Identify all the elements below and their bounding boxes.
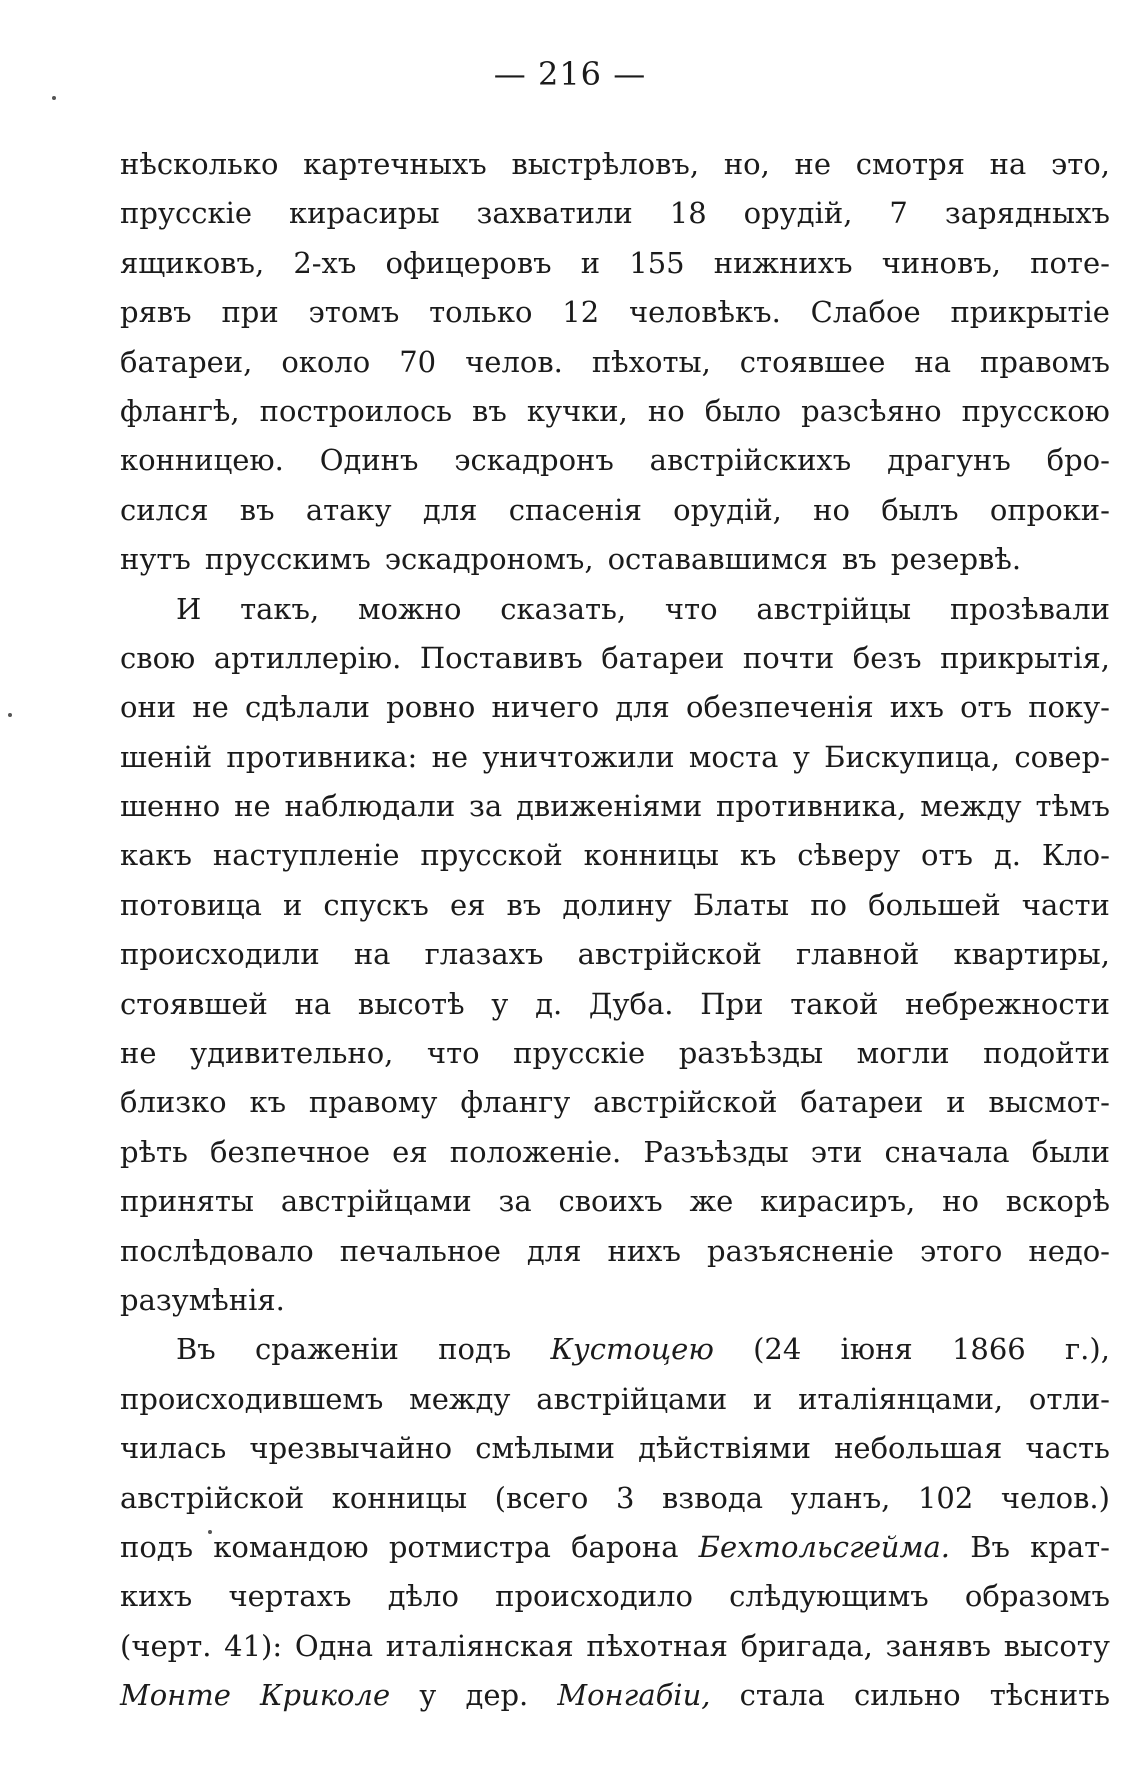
word: высмот- xyxy=(988,1085,1110,1120)
word: приняты xyxy=(120,1184,254,1219)
word: части xyxy=(1021,887,1110,922)
text-line xyxy=(120,1424,1110,1473)
word: резервѣ. xyxy=(890,542,1022,577)
word: потовица xyxy=(120,887,262,922)
word: почти xyxy=(742,640,835,675)
word: Поставивъ xyxy=(419,640,583,675)
word: не xyxy=(120,1036,157,1071)
word: челов.) xyxy=(1000,1480,1110,1515)
word: у xyxy=(419,1678,437,1713)
text-line xyxy=(120,930,1110,979)
word: долину xyxy=(562,887,672,922)
word: Кустоцею xyxy=(550,1332,714,1367)
word: сдѣлали xyxy=(244,690,370,725)
text-line xyxy=(120,486,1110,535)
word: ротмистра xyxy=(388,1529,551,1564)
word: на xyxy=(989,147,1027,181)
word: своихъ xyxy=(558,1184,663,1219)
text-line xyxy=(120,189,1110,238)
word: сился xyxy=(120,492,209,527)
word: отли- xyxy=(1028,1381,1110,1416)
text-line xyxy=(120,338,1110,387)
word: для xyxy=(422,492,478,527)
word: атаку xyxy=(305,492,392,527)
word: шенно xyxy=(120,789,221,824)
word: орудій, xyxy=(673,492,782,527)
word: командою xyxy=(213,1529,369,1564)
word: опроки- xyxy=(989,492,1110,527)
word: отъ xyxy=(960,690,1013,725)
word: спускъ xyxy=(323,887,429,922)
word: смѣлыми xyxy=(475,1431,615,1466)
word: глазахъ xyxy=(424,937,544,972)
text-line xyxy=(120,1177,1110,1226)
word: ея xyxy=(392,1134,428,1169)
word: могли xyxy=(856,1036,950,1071)
word: квартиры, xyxy=(953,937,1110,972)
word: Одинъ xyxy=(319,443,419,478)
word: къ xyxy=(739,838,777,873)
text-line xyxy=(120,1276,1110,1325)
word: но, xyxy=(723,147,770,181)
word: и xyxy=(282,887,303,922)
word: не xyxy=(794,147,832,181)
word: 18 xyxy=(669,196,707,231)
word: остававшимся xyxy=(607,542,828,577)
word: 12 xyxy=(562,295,600,330)
word: человѣкъ. xyxy=(629,295,781,330)
word: бригада, xyxy=(740,1628,873,1663)
word: захватили xyxy=(476,196,633,231)
word: къ xyxy=(249,1085,287,1120)
word: происходившемъ xyxy=(120,1381,384,1416)
text-line xyxy=(120,1474,1110,1523)
word: дер. xyxy=(465,1678,529,1713)
print-speck xyxy=(208,1530,212,1534)
word: въ xyxy=(841,542,877,577)
word: чилась xyxy=(120,1431,227,1466)
word: этомъ xyxy=(308,295,400,330)
text-line xyxy=(120,1622,1110,1671)
word: сначала xyxy=(884,1134,1010,1169)
word: конницы xyxy=(583,838,719,873)
word: шеній xyxy=(120,739,213,774)
word: высоту xyxy=(1003,1628,1110,1663)
word: высотѣ xyxy=(357,986,465,1021)
text-line xyxy=(120,239,1110,288)
word: небольшая xyxy=(834,1431,1003,1466)
word: челов. xyxy=(465,344,563,379)
word: д. xyxy=(993,838,1021,873)
word: сказать, xyxy=(500,591,627,626)
word: батареи xyxy=(601,640,725,675)
word: кихъ xyxy=(120,1579,193,1614)
word: дѣйствіями xyxy=(638,1431,811,1466)
word: кирасиры xyxy=(289,196,440,231)
word: чертахъ xyxy=(228,1579,352,1614)
word: прозѣвали xyxy=(949,591,1110,626)
word: чиновъ, xyxy=(881,245,1001,280)
word: австрійской xyxy=(577,937,762,972)
word: (всего xyxy=(494,1480,589,1515)
text-line xyxy=(120,634,1110,683)
word: печальное xyxy=(339,1233,501,1268)
word: поку- xyxy=(1028,690,1110,725)
word: ихъ xyxy=(889,690,944,725)
word: прикрытіе xyxy=(950,295,1110,330)
text-line xyxy=(120,1671,1110,1720)
word: нѣсколько xyxy=(120,147,279,181)
word: между xyxy=(920,789,1022,824)
word: на xyxy=(353,937,391,972)
word: было xyxy=(704,393,782,428)
word: пѣхоты, xyxy=(591,344,711,379)
word: разсѣяно xyxy=(801,393,942,428)
word: отъ xyxy=(921,838,973,873)
word: для xyxy=(526,1233,582,1268)
word: прусской xyxy=(420,838,563,873)
word: правомъ xyxy=(980,344,1110,379)
word: разъѣзды xyxy=(678,1036,824,1071)
word: прусскою xyxy=(961,393,1110,428)
word: Бехтольсгейма. xyxy=(698,1529,951,1564)
word: у xyxy=(491,986,509,1021)
word: италіянская xyxy=(385,1628,574,1663)
text-line xyxy=(120,288,1110,337)
word: прикрытія, xyxy=(940,640,1110,675)
word: прусскимъ xyxy=(204,542,371,577)
word: но xyxy=(942,1184,979,1219)
word: они xyxy=(120,690,177,725)
word: зарядныхъ xyxy=(944,196,1110,231)
text-line xyxy=(120,1029,1110,1078)
word: не xyxy=(234,789,271,824)
text-line xyxy=(120,1325,1110,1374)
word: противника: xyxy=(226,739,418,774)
word: въ xyxy=(239,492,275,527)
word: стала xyxy=(739,1678,825,1713)
word: на xyxy=(914,344,952,379)
word: ящиковъ, xyxy=(120,245,265,280)
word: что xyxy=(664,591,718,626)
word: Криколе xyxy=(260,1678,391,1713)
text-line xyxy=(120,585,1110,634)
word: Бискупица, xyxy=(824,739,1001,774)
word: дѣло xyxy=(387,1579,459,1614)
word: послѣдовало xyxy=(120,1233,314,1268)
word: были xyxy=(1031,1134,1110,1169)
word: разъясненіе xyxy=(707,1233,894,1268)
word: подъ xyxy=(438,1332,512,1367)
word: безпечное xyxy=(210,1134,371,1169)
word: у xyxy=(792,739,810,774)
word: за xyxy=(469,789,503,824)
word: выстрѣловъ, xyxy=(511,147,700,181)
word: происходили xyxy=(120,937,320,972)
word: и xyxy=(946,1085,966,1120)
text-line xyxy=(120,1523,1110,1572)
text-line xyxy=(120,1227,1110,1276)
word: Одна xyxy=(294,1628,374,1663)
word: батареи, xyxy=(120,344,253,379)
word: (черт. xyxy=(120,1628,212,1663)
word: не xyxy=(192,690,229,725)
word: происходило xyxy=(495,1579,693,1614)
word: въ xyxy=(506,887,542,922)
word: 102 xyxy=(917,1480,974,1515)
word: же xyxy=(689,1184,734,1219)
word: этого xyxy=(919,1233,1003,1268)
word: построилось xyxy=(259,393,452,428)
word: 2-хъ xyxy=(293,245,357,280)
text-line xyxy=(120,140,1110,189)
word: для xyxy=(615,690,670,725)
word: удивительно, xyxy=(190,1036,394,1071)
word: Монгабіи, xyxy=(557,1678,711,1713)
word: такъ, xyxy=(240,591,320,626)
word: крат- xyxy=(1030,1529,1110,1564)
text-line xyxy=(120,436,1110,485)
text-line xyxy=(120,535,1110,584)
word: сѣверу xyxy=(797,838,901,873)
text-line xyxy=(120,683,1110,732)
word: австрійцы xyxy=(756,591,912,626)
word: слѣдующимъ xyxy=(729,1579,929,1614)
word: австрійской xyxy=(593,1085,778,1120)
text-line xyxy=(120,387,1110,436)
word: не xyxy=(431,739,469,774)
word: сильно xyxy=(854,1678,961,1713)
word: рѣть xyxy=(120,1134,188,1169)
word: но xyxy=(647,393,685,428)
word: уничтожили xyxy=(482,739,675,774)
word: конницею. xyxy=(120,443,284,478)
word: 7 xyxy=(889,196,908,231)
word: Блаты xyxy=(692,887,790,922)
word: 155 xyxy=(629,245,685,280)
word: стоявшее xyxy=(739,344,886,379)
word: что xyxy=(426,1036,480,1071)
text-line xyxy=(120,782,1110,831)
word: нижнихъ xyxy=(713,245,853,280)
word: флангѣ, xyxy=(120,393,240,428)
word: кирасиръ, xyxy=(760,1184,916,1219)
word: артиллерію. xyxy=(213,640,402,675)
text-line xyxy=(120,980,1110,1029)
word: картечныхъ xyxy=(303,147,487,181)
word: Въ xyxy=(970,1529,1010,1564)
word: спасенія xyxy=(508,492,642,527)
word: Кло- xyxy=(1041,838,1110,873)
word: кучки, xyxy=(526,393,628,428)
word: флангу xyxy=(460,1085,571,1120)
text-line xyxy=(120,1078,1110,1127)
word: іюня xyxy=(840,1332,913,1367)
word: италіянцами, xyxy=(798,1381,1004,1416)
word: и xyxy=(752,1381,773,1416)
word: часть xyxy=(1025,1431,1110,1466)
word: движеніями xyxy=(516,789,703,824)
text-line xyxy=(120,831,1110,880)
word: ничего xyxy=(491,690,600,725)
word: по xyxy=(810,887,848,922)
page-number: — 216 — xyxy=(493,55,647,93)
word: тѣмъ xyxy=(1035,789,1110,824)
word: 70 xyxy=(399,344,437,379)
word: положеніе. xyxy=(449,1134,622,1169)
word: подойти xyxy=(983,1036,1110,1071)
text-line xyxy=(120,881,1110,930)
word: уланъ, xyxy=(790,1480,891,1515)
word: тѣснить xyxy=(989,1678,1110,1713)
text-line xyxy=(120,1572,1110,1621)
word: образомъ xyxy=(964,1579,1110,1614)
word: совер- xyxy=(1014,739,1110,774)
word: при xyxy=(221,295,279,330)
word: обезпеченія xyxy=(686,690,874,725)
word: При xyxy=(700,986,764,1021)
word: бро- xyxy=(1046,443,1110,478)
word: небрежности xyxy=(905,986,1110,1021)
word: Въ xyxy=(176,1332,216,1367)
word: нутъ xyxy=(120,542,191,577)
word: рявъ xyxy=(120,295,192,330)
word: Дуба. xyxy=(588,986,674,1021)
word: какъ xyxy=(120,838,192,873)
word: офицеровъ xyxy=(385,245,552,280)
word: поте- xyxy=(1030,245,1110,280)
word: недо- xyxy=(1028,1233,1110,1268)
text-line xyxy=(120,1375,1110,1424)
word: около xyxy=(281,344,371,379)
word: Слабое xyxy=(810,295,921,330)
word: и xyxy=(580,245,601,280)
word: такой xyxy=(790,986,879,1021)
word: сраженіи xyxy=(255,1332,399,1367)
word: близко xyxy=(120,1085,227,1120)
word: можно xyxy=(358,591,462,626)
word: И xyxy=(176,591,202,626)
word: ея xyxy=(449,887,486,922)
word: (24 xyxy=(753,1332,802,1367)
word: эскадронъ xyxy=(454,443,614,478)
print-speck xyxy=(52,96,56,100)
word: только xyxy=(429,295,533,330)
word: австрійскихъ xyxy=(649,443,852,478)
word: 1866 xyxy=(951,1332,1026,1367)
word: эти xyxy=(810,1134,863,1169)
word: наступленіе xyxy=(212,838,400,873)
word: свою xyxy=(120,640,196,675)
word: прусскіе xyxy=(120,196,253,231)
word: безъ xyxy=(852,640,922,675)
word: большей xyxy=(868,887,1001,922)
word: но xyxy=(813,492,850,527)
word: орудій, xyxy=(743,196,853,231)
word: подъ xyxy=(120,1529,194,1564)
word: г.), xyxy=(1064,1332,1110,1367)
word: барона xyxy=(571,1529,679,1564)
body-text xyxy=(120,140,1110,1721)
word: правому xyxy=(308,1085,438,1120)
word: занявъ xyxy=(885,1628,992,1663)
word: батареи xyxy=(800,1085,924,1120)
word: прусскіе xyxy=(513,1036,646,1071)
word: ровно xyxy=(386,690,476,725)
word: д. xyxy=(535,986,563,1021)
word: австрійцами xyxy=(536,1381,728,1416)
word: смотря xyxy=(855,147,965,181)
word: въ xyxy=(472,393,507,428)
word: пѣхотная xyxy=(586,1628,728,1663)
text-line xyxy=(120,733,1110,782)
text-line xyxy=(120,1128,1110,1177)
word: на xyxy=(294,986,332,1021)
word: эскадрономъ, xyxy=(384,542,594,577)
word: конницы xyxy=(331,1480,468,1515)
word: противника, xyxy=(716,789,907,824)
word: стоявшей xyxy=(120,986,268,1021)
word: это, xyxy=(1051,147,1110,181)
word: между xyxy=(409,1381,511,1416)
word: разумѣнія. xyxy=(120,1282,285,1317)
word: взвода xyxy=(661,1480,764,1515)
word: главной xyxy=(795,937,920,972)
word: чрезвычайно xyxy=(249,1431,453,1466)
word: драгунъ xyxy=(887,443,1011,478)
word: австрійцами xyxy=(280,1184,472,1219)
word: вскорѣ xyxy=(1005,1184,1110,1219)
word: наблюдали xyxy=(284,789,456,824)
word: нихъ xyxy=(607,1233,681,1268)
word: моста xyxy=(688,739,779,774)
word: Разъѣзды xyxy=(643,1134,789,1169)
print-speck xyxy=(8,713,12,717)
word: былъ xyxy=(881,492,959,527)
word: Монте xyxy=(120,1678,231,1713)
word: 41): xyxy=(224,1628,283,1663)
word: за xyxy=(498,1184,532,1219)
word: 3 xyxy=(615,1480,635,1515)
word: австрійской xyxy=(120,1480,305,1515)
